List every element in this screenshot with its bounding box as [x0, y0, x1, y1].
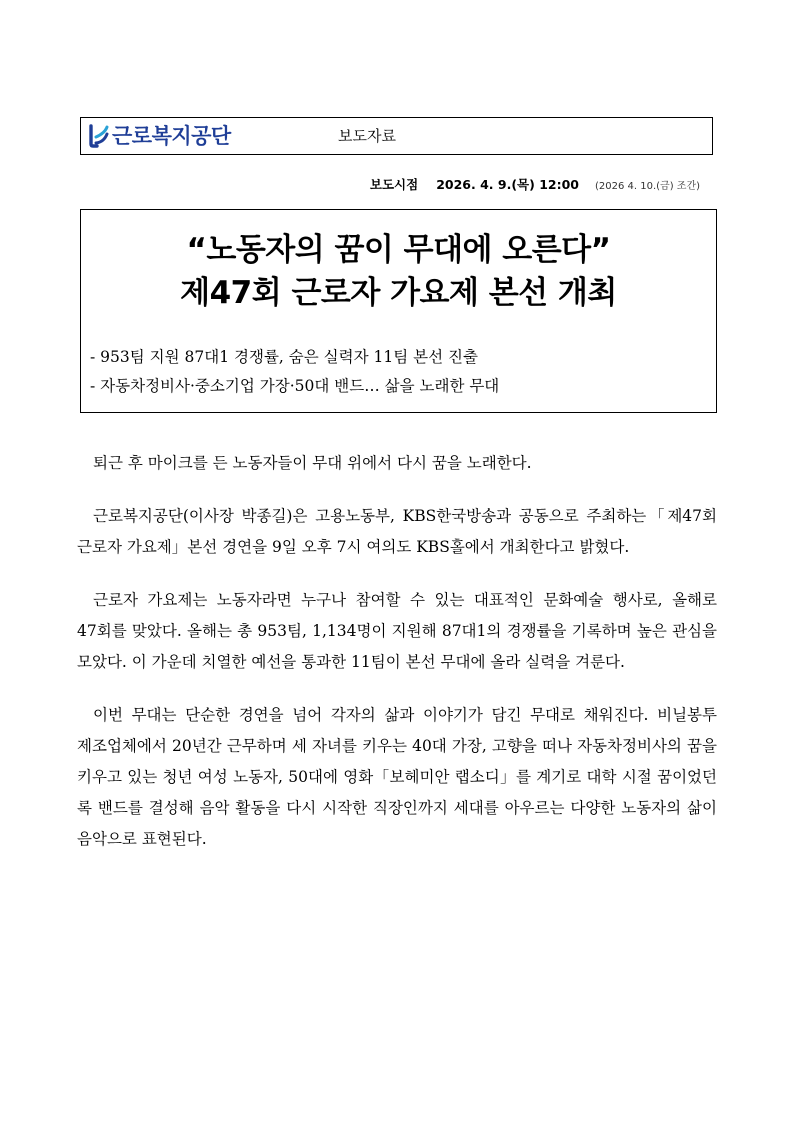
embargo-label: 보도시점	[369, 177, 419, 192]
headline: “노동자의 꿈이 무대에 오른다”	[186, 232, 611, 268]
paragraph: 근로자 가요제는 노동자라면 누구나 참여할 수 있는 대표적인 문화예술 행사로, 올해로 47회를 맞았다. 올해는 총 953팀, 1,134명이 지원해 87대1의 경쟁률을 기록하며 높은 관심을 모았다. 이 가운데 치열한 예선을 통과한 11팀이 본선 무대에 올라 실력을 겨룬다.	[77, 591, 717, 671]
org-name: 근로복지공단	[112, 124, 231, 148]
embargo-note: (2026 4. 10.(금) 조간)	[594, 181, 700, 192]
doc-type-label: 보도자료	[338, 127, 396, 145]
paragraph: 근로복지공단(이사장 박종길)은 고용노동부, KBS한국방송과 공동으로 주최하는「제47회 근로자 가요제」본선 경연을 9일 오후 7시 여의도 KBS홀에서 개최한다고 밝혔다.	[77, 507, 717, 556]
headline-sub: 제47회 근로자 가요제 본선 개최	[180, 275, 617, 311]
subtitle-item: - 953팀 지원 87대1 경쟁률, 숨은 실력자 11팀 본선 진출	[90, 348, 478, 366]
paragraph: 퇴근 후 마이크를 든 노동자들이 무대 위에서 다시 꿈을 노래한다.	[93, 454, 532, 472]
kcomwel-logo-icon	[87, 124, 109, 148]
subtitle-list	[90, 343, 499, 401]
article-body	[77, 448, 717, 877]
embargo-time: 2026. 4. 9.(목) 12:00	[436, 177, 579, 192]
org-logo	[87, 122, 231, 150]
header-box	[80, 117, 713, 155]
subtitle-item: - 자동차정비사·중소기업 가장·50대 밴드… 삶을 노래한 무대	[90, 377, 500, 395]
embargo-line	[370, 176, 700, 195]
title-box	[80, 209, 717, 413]
paragraph: 이번 무대는 단순한 경연을 넘어 각자의 삶과 이야기가 담긴 무대로 채워진다. 비닐봉투 제조업체에서 20년간 근무하며 세 자녀를 키우는 40대 가장, 고향을 떠나 자동차정비사의 꿈을 키우고 있는 청년 여성 노동자, 50대에 영화「보헤미안 랩소디」를 계기로 대학 시절 꿈이었던 록 밴드를 결성해 음악 활동을 다시 시작한 직장인까지 세대를 아우르는 다양한 노동자의 삶이 음악으로 표현된다.	[77, 706, 717, 848]
